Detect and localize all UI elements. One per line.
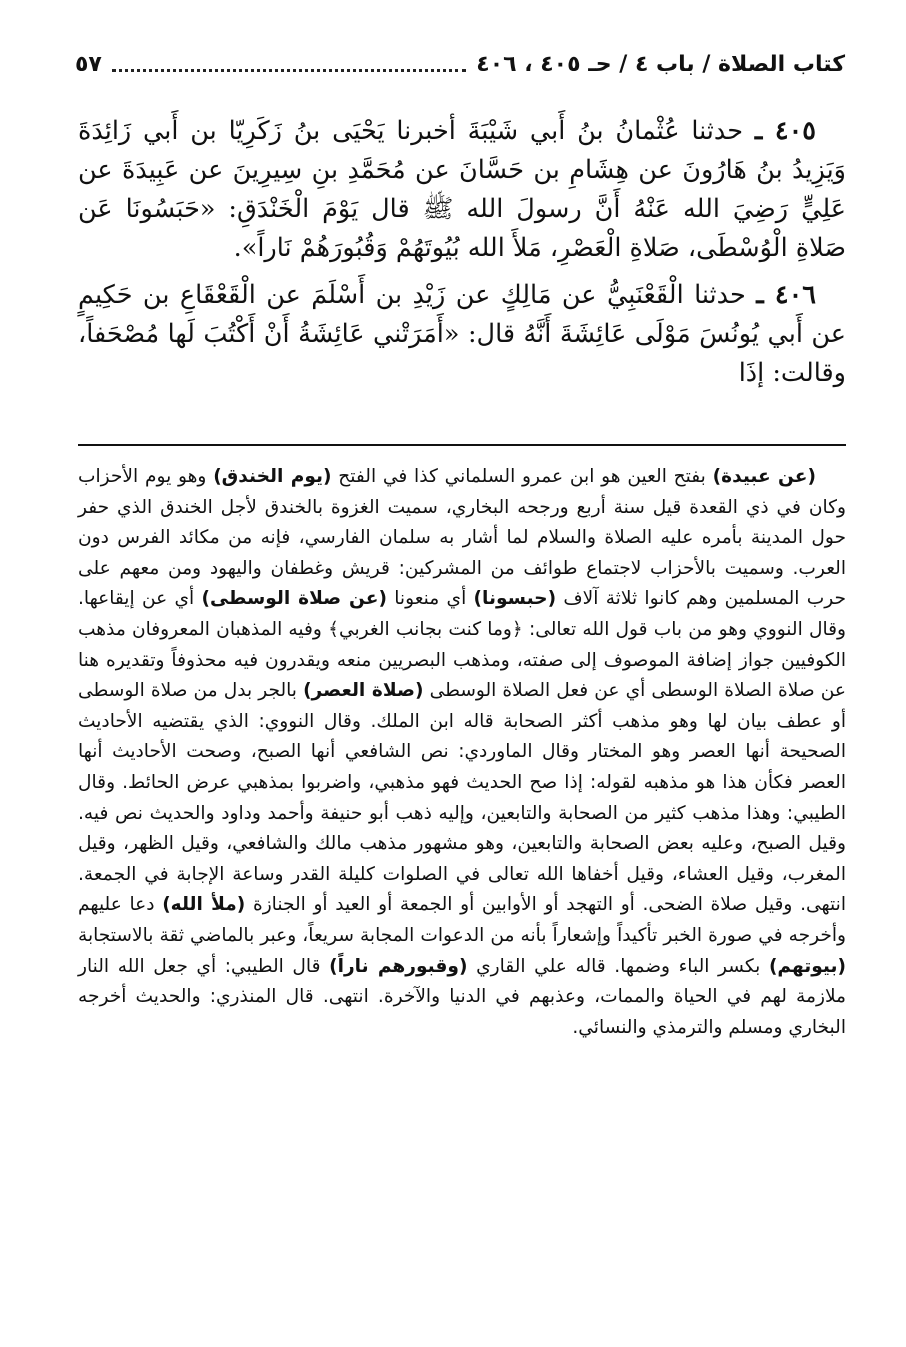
page-header <box>75 44 845 84</box>
commentary-keyword: (ملأ الله) <box>162 894 246 916</box>
commentary-keyword: (عن عبيدة) <box>712 466 816 487</box>
commentary-text: دعا عليهم وأخرجه في صورة الخبر تأكيداً وإشعاراً بأنه من الدعوات المجابة سريعاً، وعبر بالماضي ثقة بالاستجابة <box>78 894 846 946</box>
hadith-body: حدثنا الْقَعْنَبِيُّ عن مَالِكٍ عن زَيْدِ بن أَسْلَمَ عن الْقَعْقَاعِ بن حَكِيمٍ عن أَبي يُونُسَ مَوْلَى عَائِشَةَ أَنَّهُ قال: «أَمَرَتْني عَائِشَةُ أَنْ أَكْتُبَ لَها مُصْحَفاً، وقالت: إذَا <box>78 280 846 388</box>
commentary-text: وهو يوم الأحزاب وكان في ذي القعدة قيل سنة أربع ورجحه البخاري، سميت الغزوة بالخندق لأجل الخندق الذي حفر حول المدينة بأمره عليه الصلاة والسلام لما أشار به سلمان الفارسي، فإنه من مكائد الفرس دون العرب. وسميت بالأحزاب لاجتماع طوائف من المشركين: قريش وغطفان واليهود ومن معهم على حرب المسلمين وهم كانوا ثلاثة آلاف <box>78 466 847 610</box>
commentary-text: بفتح العين هو ابن عمرو السلماني كذا في الفتح <box>331 466 713 487</box>
commentary-text: قال الطيبي: أي جعل الله النار ملازمة لهم في الحياة والممات، وعذبهم في الدنيا والآخرة. انتهى. قال المنذري: والحديث أخرجه البخاري ومسلم والترمذي والنسائي. <box>78 955 846 1038</box>
commentary-paragraph <box>78 462 846 1043</box>
page-number: ٥٧ <box>75 51 102 77</box>
commentary-keyword: (عن صلاة الوسطى) <box>201 588 387 610</box>
commentary <box>78 462 846 1043</box>
commentary-text: بالجر بدل من صلاة الوسطى أو عطف بيان لها وهو مذهب أكثر الصحابة قاله ابن الملك. وقال النووي: الذي يقتضيه الأحاديث الصحيحة أنها العصر وهو المختار وقال الماوردي: نص الشافعي أنها الصبح، وصحت الأحاديث أنها العصر فكأن هذا هو مذهبه لقوله: إذا صح الحديث فهو مذهبي، واضربوا بمذهبي عرض الحائط. وقال الطيبي: وهذا مذهب كثير من الصحابة والتابعين، وإليه ذهب أبو حنيفة وأحمد وداود والحديث نص فيه. وقيل الصبح، وعليه بعض الصحابة والتابعين، وهو مشهور مذهب مالك والشافعي، وقيل الظهر، وقيل المغرب، وقيل العشاء، وقيل أخفاها الله تعالى في الصلوات كليلة القدر وساعة الإجابة في الجمعة. انتهى. وقيل صلاة الضحى. أو التهجد أو الأوابين أو الجمعة أو العيد أو الجنازة <box>78 680 847 916</box>
commentary-text: بكسر الباء وضمها. قاله علي القاري <box>467 955 769 977</box>
hadith-text <box>78 112 846 401</box>
footnote-separator <box>78 444 846 446</box>
commentary-text: أي منعونا <box>386 588 474 610</box>
hadith-406 <box>78 276 846 393</box>
commentary-keyword: (صلاة العصر) <box>303 680 424 702</box>
hadith-body: حدثنا عُثْمانُ بنُ أَبي شَيْبَةَ أخبرنا يَحْيَى بنُ زَكَرِيّا بن أَبي زَائِدَةَ وَيَزِيدُ بنُ هَارُونَ عن هِشَامِ بن حَسَّانَ عن مُحَمَّدِ بنِ سِيرِينَ عن عَبِيدَةَ عن عَلِيٍّ رَضِيَ الله عَنْهُ أَنَّ رسولَ الله ﷺ قال يَوْمَ الْخَنْدَقِ: «حَبَسُونَا عَن صَلاةِ الْوُسْطَى، صَلاةِ الْعَصْرِ، مَلأَ الله بُيُوتَهُمْ وَقُبُورَهُمْ نَاراً». <box>78 116 846 263</box>
hadith-number: ٤٠٥ ـ <box>754 116 816 146</box>
dotted-leader <box>112 69 466 72</box>
commentary-keyword: (يوم الخندق) <box>213 466 332 487</box>
running-title: كتاب الصلاة / باب ٤ / حـ ٤٠٥ ، ٤٠٦ <box>476 51 845 77</box>
commentary-text: أي عن إيقاعها. وقال النووي وهو من باب قول الله تعالى: ﴿وما كنت بجانب الغربي﴾ وفيه المذهبان المعروفان مذهب الكوفيين جواز إضافة الموصوف إلى صفته، ومذهب البصريين منعه ويقدرون فيه محذوفاً وتقديره هنا عن صلاة الصلاة الوسطى أي عن فعل الصلاة الوسطى <box>78 588 846 702</box>
commentary-keyword: (حبسونا) <box>473 588 557 610</box>
hadith-number: ٤٠٦ ـ <box>756 280 816 310</box>
commentary-keyword: (وقبورهم ناراً) <box>329 955 468 977</box>
hadith-405 <box>78 112 846 268</box>
commentary-keyword: (بيوتهم) <box>768 955 846 977</box>
